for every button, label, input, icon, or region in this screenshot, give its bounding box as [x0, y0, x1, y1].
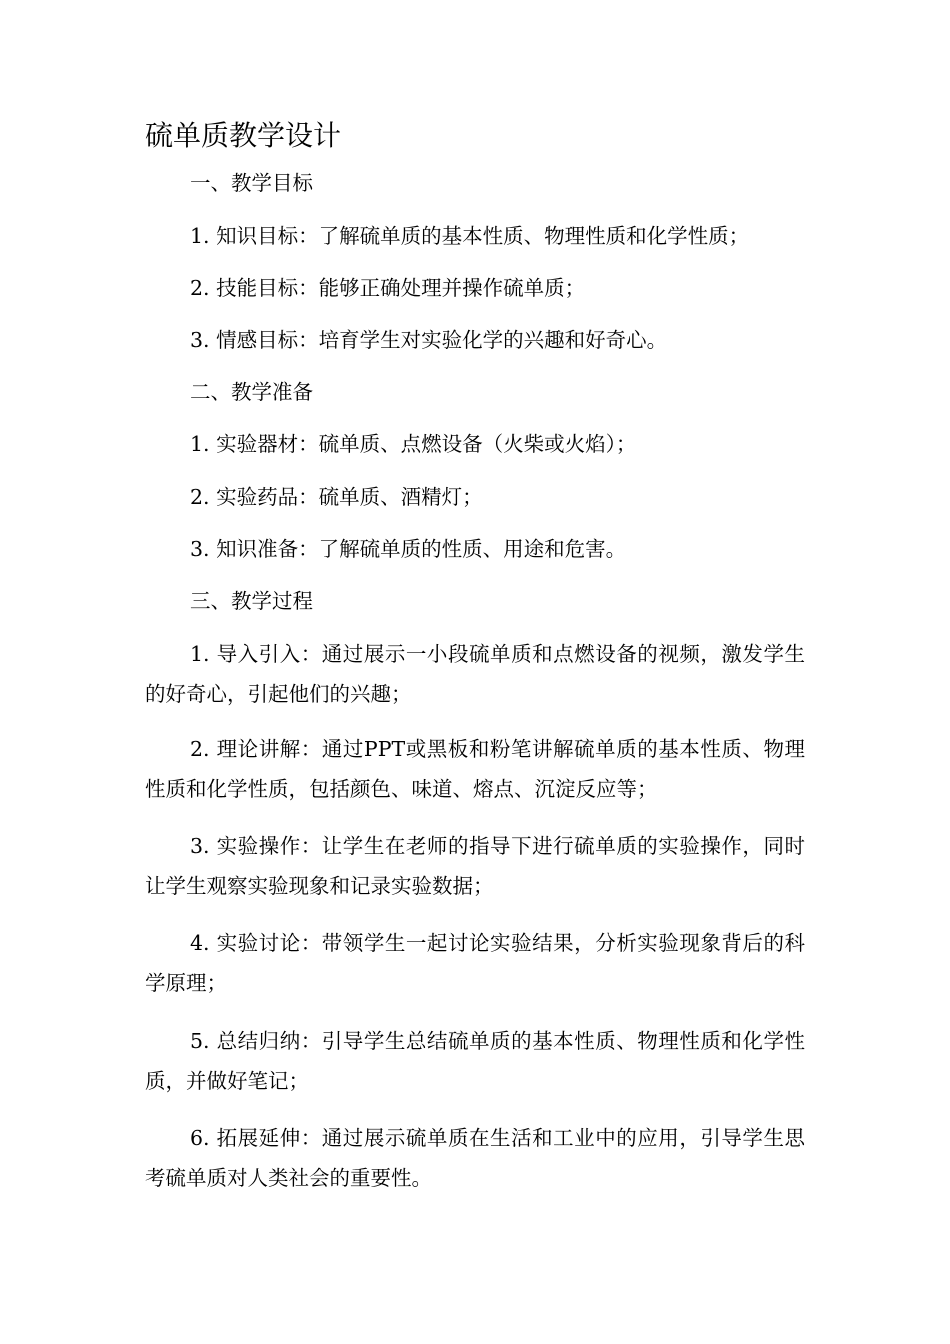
process-item-4: 4. 实验讨论：带领学生一起讨论实验结果，分析实验现象背后的科学原理；	[145, 931, 805, 995]
preparation-item-1: 1. 实验器材：硫单质、点燃设备（火柴或火焰）；	[190, 432, 637, 456]
section-heading-preparation: 二、教学准备	[190, 380, 313, 404]
objective-item-3: 3. 情感目标：培育学生对实验化学的兴趣和好奇心。	[190, 328, 668, 352]
process-item-6: 6. 拓展延伸：通过展示硫单质在生活和工业中的应用，引导学生思考硫单质对人类社会的重要性。	[145, 1126, 805, 1190]
preparation-item-3: 3. 知识准备：了解硫单质的性质、用途和危害。	[190, 537, 627, 561]
section-heading-objectives: 一、教学目标	[190, 171, 313, 195]
process-item-3: 3. 实验操作：让学生在老师的指导下进行硫单质的实验操作，同时让学生观察实验现象和记录实验数据；	[145, 834, 805, 898]
process-item-2: 2. 理论讲解：通过PPT或黑板和粉笔讲解硫单质的基本性质、物理性质和化学性质，包括颜色、味道、熔点、沉淀反应等；	[145, 737, 805, 801]
document-title: 硫单质教学设计	[145, 119, 342, 152]
process-item-5: 5. 总结归纳：引导学生总结硫单质的基本性质、物理性质和化学性质，并做好笔记；	[145, 1029, 805, 1093]
section-heading-process: 三、教学过程	[190, 589, 313, 613]
objective-item-1: 1. 知识目标：了解硫单质的基本性质、物理性质和化学性质；	[190, 224, 750, 248]
process-item-1: 1. 导入引入：通过展示一小段硫单质和点燃设备的视频，激发学生的好奇心，引起他们的兴趣；	[145, 642, 805, 706]
preparation-item-2: 2. 实验药品：硫单质、酒精灯；	[190, 485, 483, 509]
objective-item-2: 2. 技能目标：能够正确处理并操作硫单质；	[190, 276, 586, 300]
